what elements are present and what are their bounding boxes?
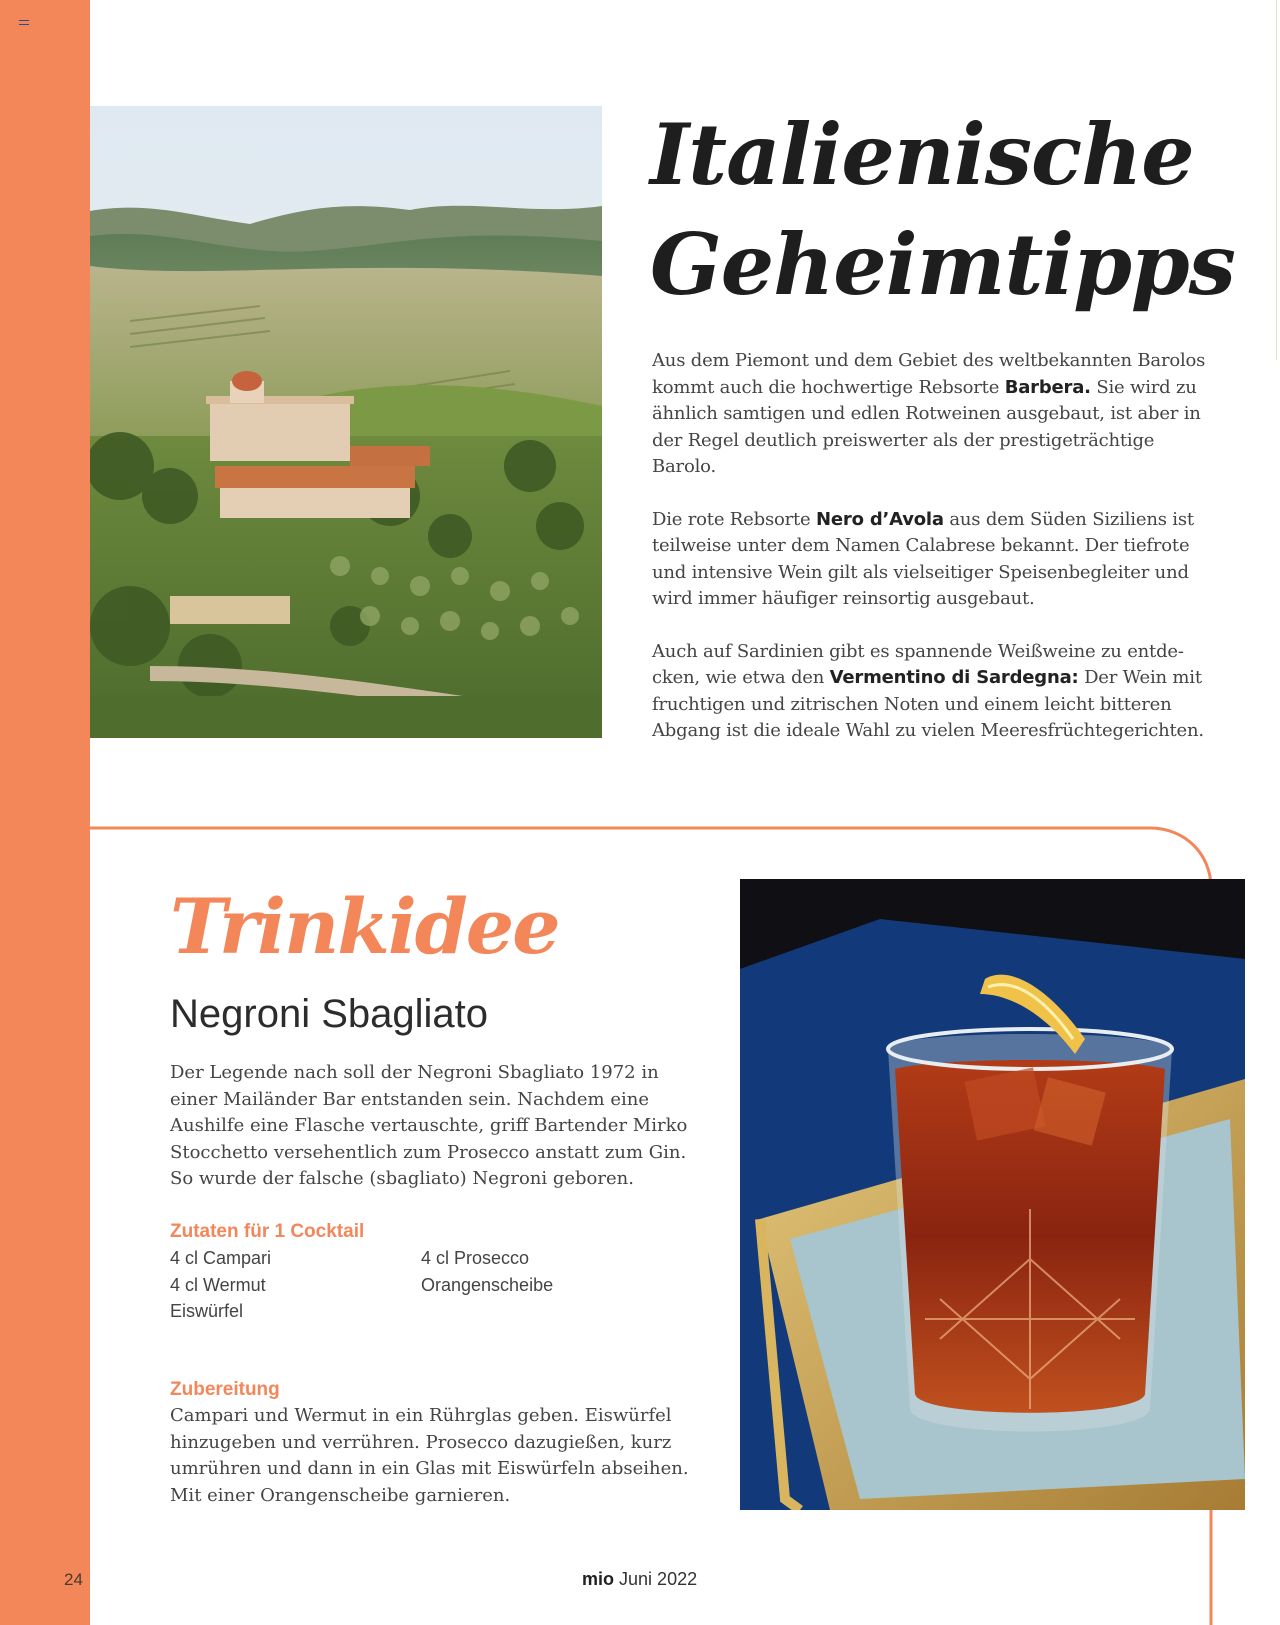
paragraph-barbera xyxy=(652,348,1222,481)
ingredient-item: 4 cl Campari xyxy=(170,1248,272,1268)
preparation-heading: Zubereitung xyxy=(170,1379,280,1400)
paragraph-text: aus dem Süden Siziliens ist teilweise unter dem Namen Calabrese bekannt. Der tiefrote und intensive Wein gilt als vielseitiger Speisenbegleiter und wird immer häufiger reinsortig ausgebaut. xyxy=(652,508,1194,609)
paragraph-nero-davola xyxy=(652,507,1222,613)
article-title xyxy=(650,100,1235,320)
hamburger-icon[interactable] xyxy=(19,20,29,28)
ingredient-item: Eiswürfel xyxy=(170,1301,244,1321)
cocktail-glass-photo xyxy=(740,879,1245,1510)
page-edge-divider xyxy=(1276,0,1277,360)
highlight-vermentino: Vermentino di Sardegna: xyxy=(829,667,1079,688)
highlight-nero-davola: Nero d’Avola xyxy=(816,508,944,530)
preparation-text: Campari und Wermut in ein Rührglas geben. Eiswürfel hinzugeben und verrühren. Prosecco dazugießen, kurz umrühren und dann in ein Glas mit Eiswürfeln abseihen. Mit einer Orangenscheibe garnieren. xyxy=(170,1405,689,1506)
ingredients-column-1 xyxy=(170,1245,271,1325)
article-title-line-1: Italienische xyxy=(650,105,1194,204)
ingredients-heading: Zutaten für 1 Cocktail xyxy=(170,1221,365,1242)
ingredient-item: Orangenscheibe xyxy=(421,1274,554,1295)
paragraph-text: Die rote Rebsorte xyxy=(652,508,817,530)
issue-date: Juni 2022 xyxy=(619,1569,698,1589)
paragraph-text: Aus dem Piemont und dem Gebiet des weltbekannten Barolos kommt auch die hochwertige Rebsorte xyxy=(652,350,1206,398)
article-title-line-2: Geheimtipps xyxy=(650,215,1235,314)
ingredient-item: 4 cl Prosecco xyxy=(421,1248,530,1268)
drink-title: Trinkidee xyxy=(170,882,559,971)
drink-subtitle: Negroni Sbagliato xyxy=(170,992,488,1036)
paragraph-text: Der Wein mit fruchtigen und zitrischen Noten und einem leicht bitteren Abgang ist die ideale Wahl zu vielen Meeresfrüchtegerichten. xyxy=(652,667,1204,741)
paragraph-text: Sie wird zu ähnlich samtigen und edlen Rotweinen ausgebaut, ist aber in der Regel deutlich preiswerter als der prestigeträchtige Barolo. xyxy=(652,376,1201,477)
paragraph-vermentino xyxy=(652,639,1222,745)
paragraph-text: Auch auf Sardinien gibt es spannende Weißweine zu entdecken, wie etwa den xyxy=(652,640,1184,688)
footer-issue xyxy=(582,1569,697,1590)
ingredient-item: 4 cl Wermut xyxy=(170,1274,266,1295)
magazine-brand: mio xyxy=(582,1569,615,1589)
page-number: 24 xyxy=(64,1570,83,1589)
highlight-barbera: Barbera. xyxy=(1004,376,1091,398)
drink-description: Der Legende nach soll der Negroni Sbagliato 1972 in einer Mailänder Bar entstanden sein. Nachdem eine Aushilfe eine Flasche vertauschte, griff Bartender Mirko Stocchetto versehentlich zum Prosecco anstatt zum Gin. So wurde der falsche (sbagliato) Negroni geboren. xyxy=(170,1062,688,1189)
orange-side-bar xyxy=(0,0,90,1625)
ingredients-column-2 xyxy=(421,1245,553,1298)
article-intro xyxy=(652,348,1222,771)
vineyard-landscape-photo xyxy=(90,106,602,738)
